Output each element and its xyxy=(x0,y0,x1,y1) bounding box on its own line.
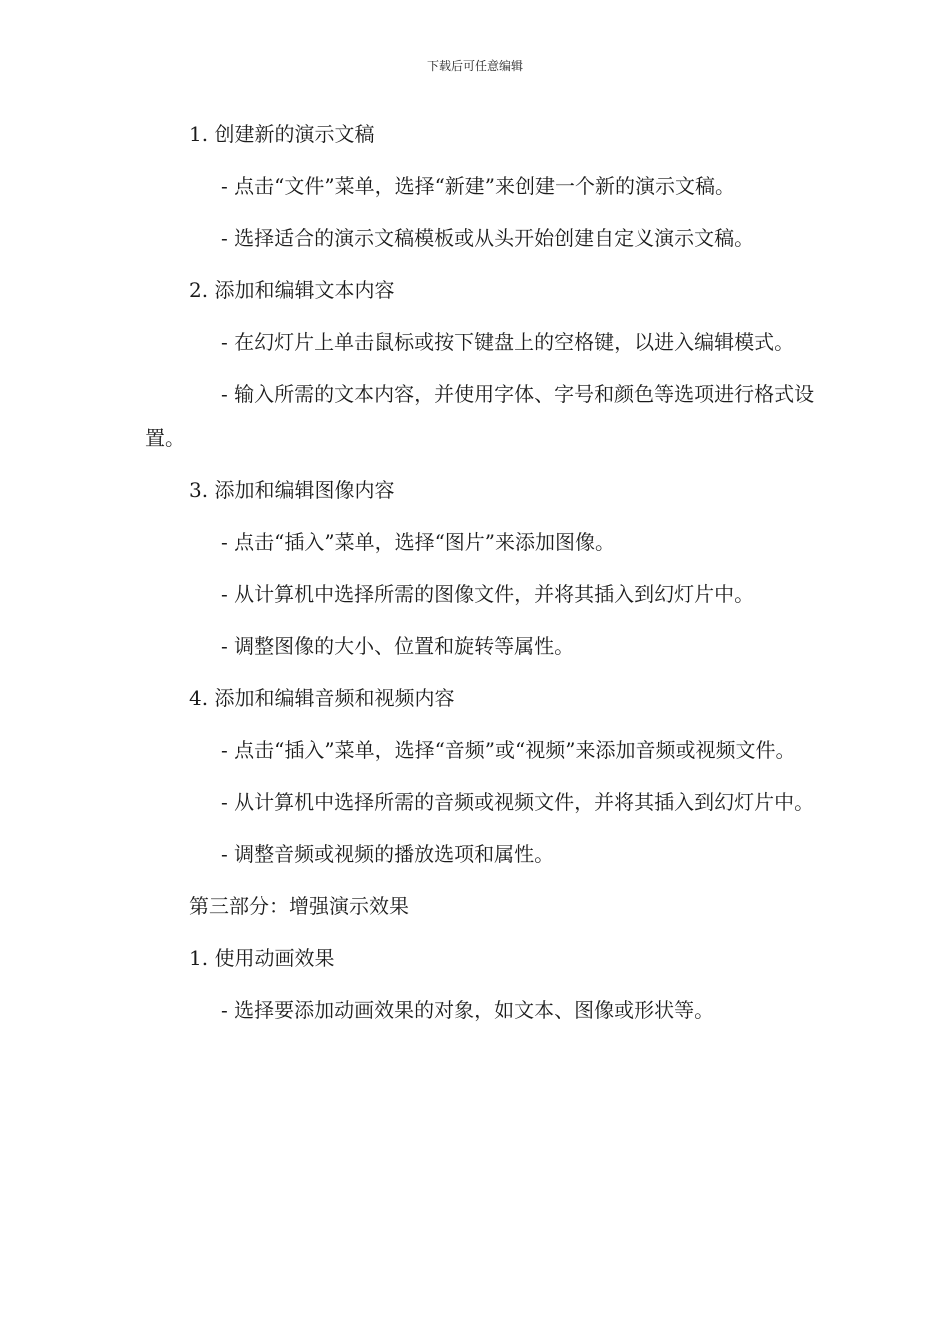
section-heading: 2. 添加和编辑文本内容 xyxy=(189,278,395,302)
section-heading: 1. 使用动画效果 xyxy=(189,946,335,970)
bullet-paragraph: - 在幻灯片上单击鼠标或按下键盘上的空格键，以进入编辑模式。 xyxy=(221,330,795,354)
bullet-paragraph: - 点击“文件”菜单，选择“新建”来创建一个新的演示文稿。 xyxy=(221,174,736,198)
document-body xyxy=(145,112,825,1040)
section-heading: 1. 创建新的演示文稿 xyxy=(189,122,375,146)
bullet-paragraph: - 点击“插入”菜单，选择“图片”来添加图像。 xyxy=(221,530,616,554)
part-heading: 第三部分：增强演示效果 xyxy=(189,894,409,918)
page-header: 下载后可任意编辑 xyxy=(426,59,523,73)
bullet-paragraph: - 选择适合的演示文稿模板或从头开始创建自定义演示文稿。 xyxy=(221,226,755,250)
section-heading: 4. 添加和编辑音频和视频内容 xyxy=(189,686,455,710)
bullet-paragraph: - 从计算机中选择所需的图像文件，并将其插入到幻灯片中。 xyxy=(221,582,755,606)
bullet-paragraph: - 调整图像的大小、位置和旋转等属性。 xyxy=(221,634,575,658)
section-heading: 3. 添加和编辑图像内容 xyxy=(189,478,395,502)
bullet-paragraph: - 点击“插入”菜单，选择“音频”或“视频”来添加音频或视频文件。 xyxy=(221,738,796,762)
bullet-paragraph: - 选择要添加动画效果的对象，如文本、图像或形状等。 xyxy=(221,998,715,1022)
bullet-paragraph: - 输入所需的文本内容，并使用字体、字号和颜色等选项进行格式设置。 xyxy=(145,382,815,450)
bullet-paragraph: - 从计算机中选择所需的音频或视频文件，并将其插入到幻灯片中。 xyxy=(221,790,815,814)
bullet-paragraph: - 调整音频或视频的播放选项和属性。 xyxy=(221,842,555,866)
